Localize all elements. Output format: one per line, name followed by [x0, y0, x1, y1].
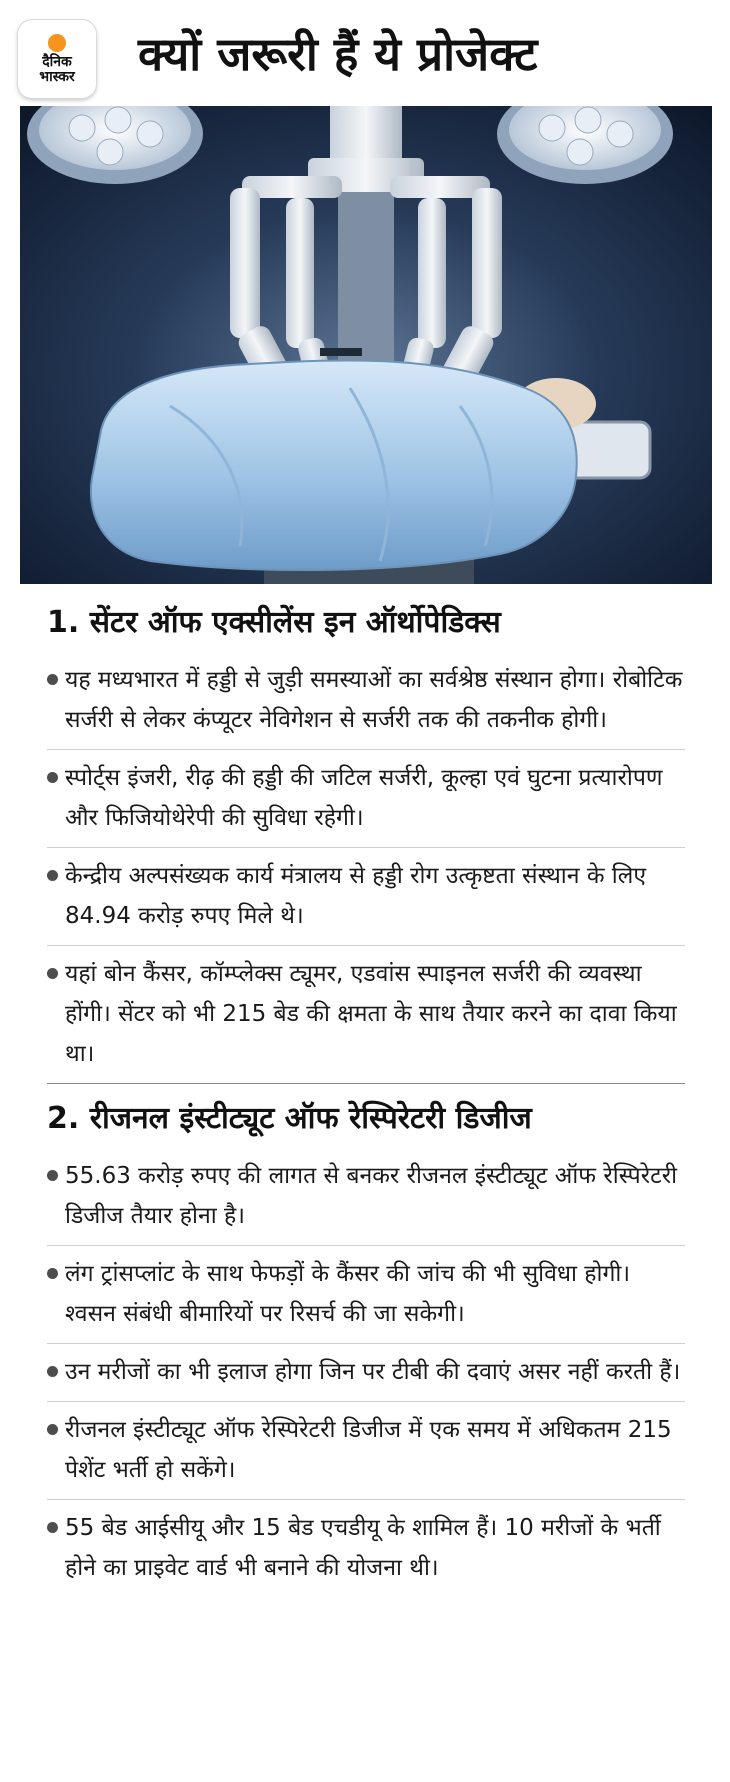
- list-item: [47, 1148, 685, 1246]
- patient-drape: [91, 360, 577, 570]
- logo-text-line2: भास्कर: [39, 68, 75, 85]
- list-item-text: लंग ट्रांसप्लांट के साथ फेफड़ों के कैंसर की जांच की भी सुविधा होगी। श्वसन संबंधी बीमारियों पर रिसर्च की जा सकेगी।: [65, 1261, 631, 1327]
- list-item: [47, 1500, 685, 1597]
- section-title-orthopedics: 1. सेंटर ऑफ एक्सीलेंस इन ऑर्थोपेडिक्स: [47, 605, 501, 640]
- logo-text-line1: दैनिक: [42, 53, 72, 70]
- bullet-icon: [47, 1366, 58, 1377]
- list-item-text: 55 बेड आईसीयू और 15 बेड एचडीयू के शामिल हैं। 10 मरीजों के भर्ती होने का प्राइवेट वार्ड भी बनाने की योजना थी।: [65, 1515, 661, 1581]
- bullet-icon: [47, 870, 58, 881]
- list-item-text: उन मरीजों का भी इलाज होगा जिन पर टीबी की दवाएं असर नहीं करती हैं।: [65, 1359, 681, 1385]
- bullet-icon: [47, 968, 58, 979]
- list-item: [47, 750, 685, 848]
- bullet-icon: [47, 1268, 58, 1279]
- section-title-respiratory: 2. रीजनल इंस्टीट्यूट ऑफ रेस्पिरेटरी डिजीज: [47, 1101, 532, 1136]
- sun-icon: [48, 34, 66, 52]
- list-item-text: यहां बोन कैंसर, कॉम्प्लेक्स ट्यूमर, एडवांस स्पाइनल सर्जरी की व्यवस्था होंगी। सेंटर को भी 215 बेड की क्षमता के साथ तैयार करने का दावा किया था।: [65, 961, 677, 1067]
- list-item: [47, 1344, 685, 1402]
- bullet-icon: [47, 674, 58, 685]
- bullet-icon: [47, 1170, 58, 1181]
- headline: क्यों जरूरी हैं ये प्रोजेक्ट: [138, 27, 538, 81]
- bullet-icon: [47, 772, 58, 783]
- list-item-text: यह मध्यभारत में हड्डी से जुड़ी समस्याओं का सर्वश्रेष्ठ संस्थान होगा। रोबोटिक सर्जरी से लेकर कंप्यूटर नेविगेशन से सर्जरी तक की तकनीक होगी।: [65, 667, 683, 733]
- robotic-surgery-photo: [20, 106, 712, 584]
- list-item: [47, 848, 685, 946]
- bullet-icon: [47, 1522, 58, 1533]
- article-content: [47, 602, 685, 1597]
- list-item-text: 55.63 करोड़ रुपए की लागत से बनकर रीजनल इंस्टीट्यूट ऑफ रेस्पिरेटरी डिजीज तैयार होना है।: [65, 1163, 678, 1229]
- list-item-text: केन्द्रीय अल्पसंख्यक कार्य मंत्रालय से हड्डी रोग उत्कृष्टता संस्थान के लिए 84.94 करोड़ रुपए मिले थे।: [65, 863, 647, 929]
- bullet-icon: [47, 1424, 58, 1435]
- list-item: [47, 1402, 685, 1500]
- list-item: [47, 946, 685, 1084]
- robotic-surgery-illustration: [20, 106, 712, 584]
- list-item-text: स्पोर्ट्स इंजरी, रीढ़ की हड्डी की जटिल सर्जरी, कूल्हा एवं घुटना प्रत्यारोपण और फिजियोथेरेपी की सुविधा रहेगी।: [65, 765, 663, 831]
- list-item: [47, 1246, 685, 1344]
- list-item-text: रीजनल इंस्टीट्यूट ऑफ रेस्पिरेटरी डिजीज में एक समय में अधिकतम 215 पेशेंट भर्ती हो सकेंगे।: [65, 1417, 672, 1483]
- list-item: [47, 652, 685, 750]
- dainik-bhaskar-logo[interactable]: [18, 20, 96, 98]
- header: [0, 0, 730, 102]
